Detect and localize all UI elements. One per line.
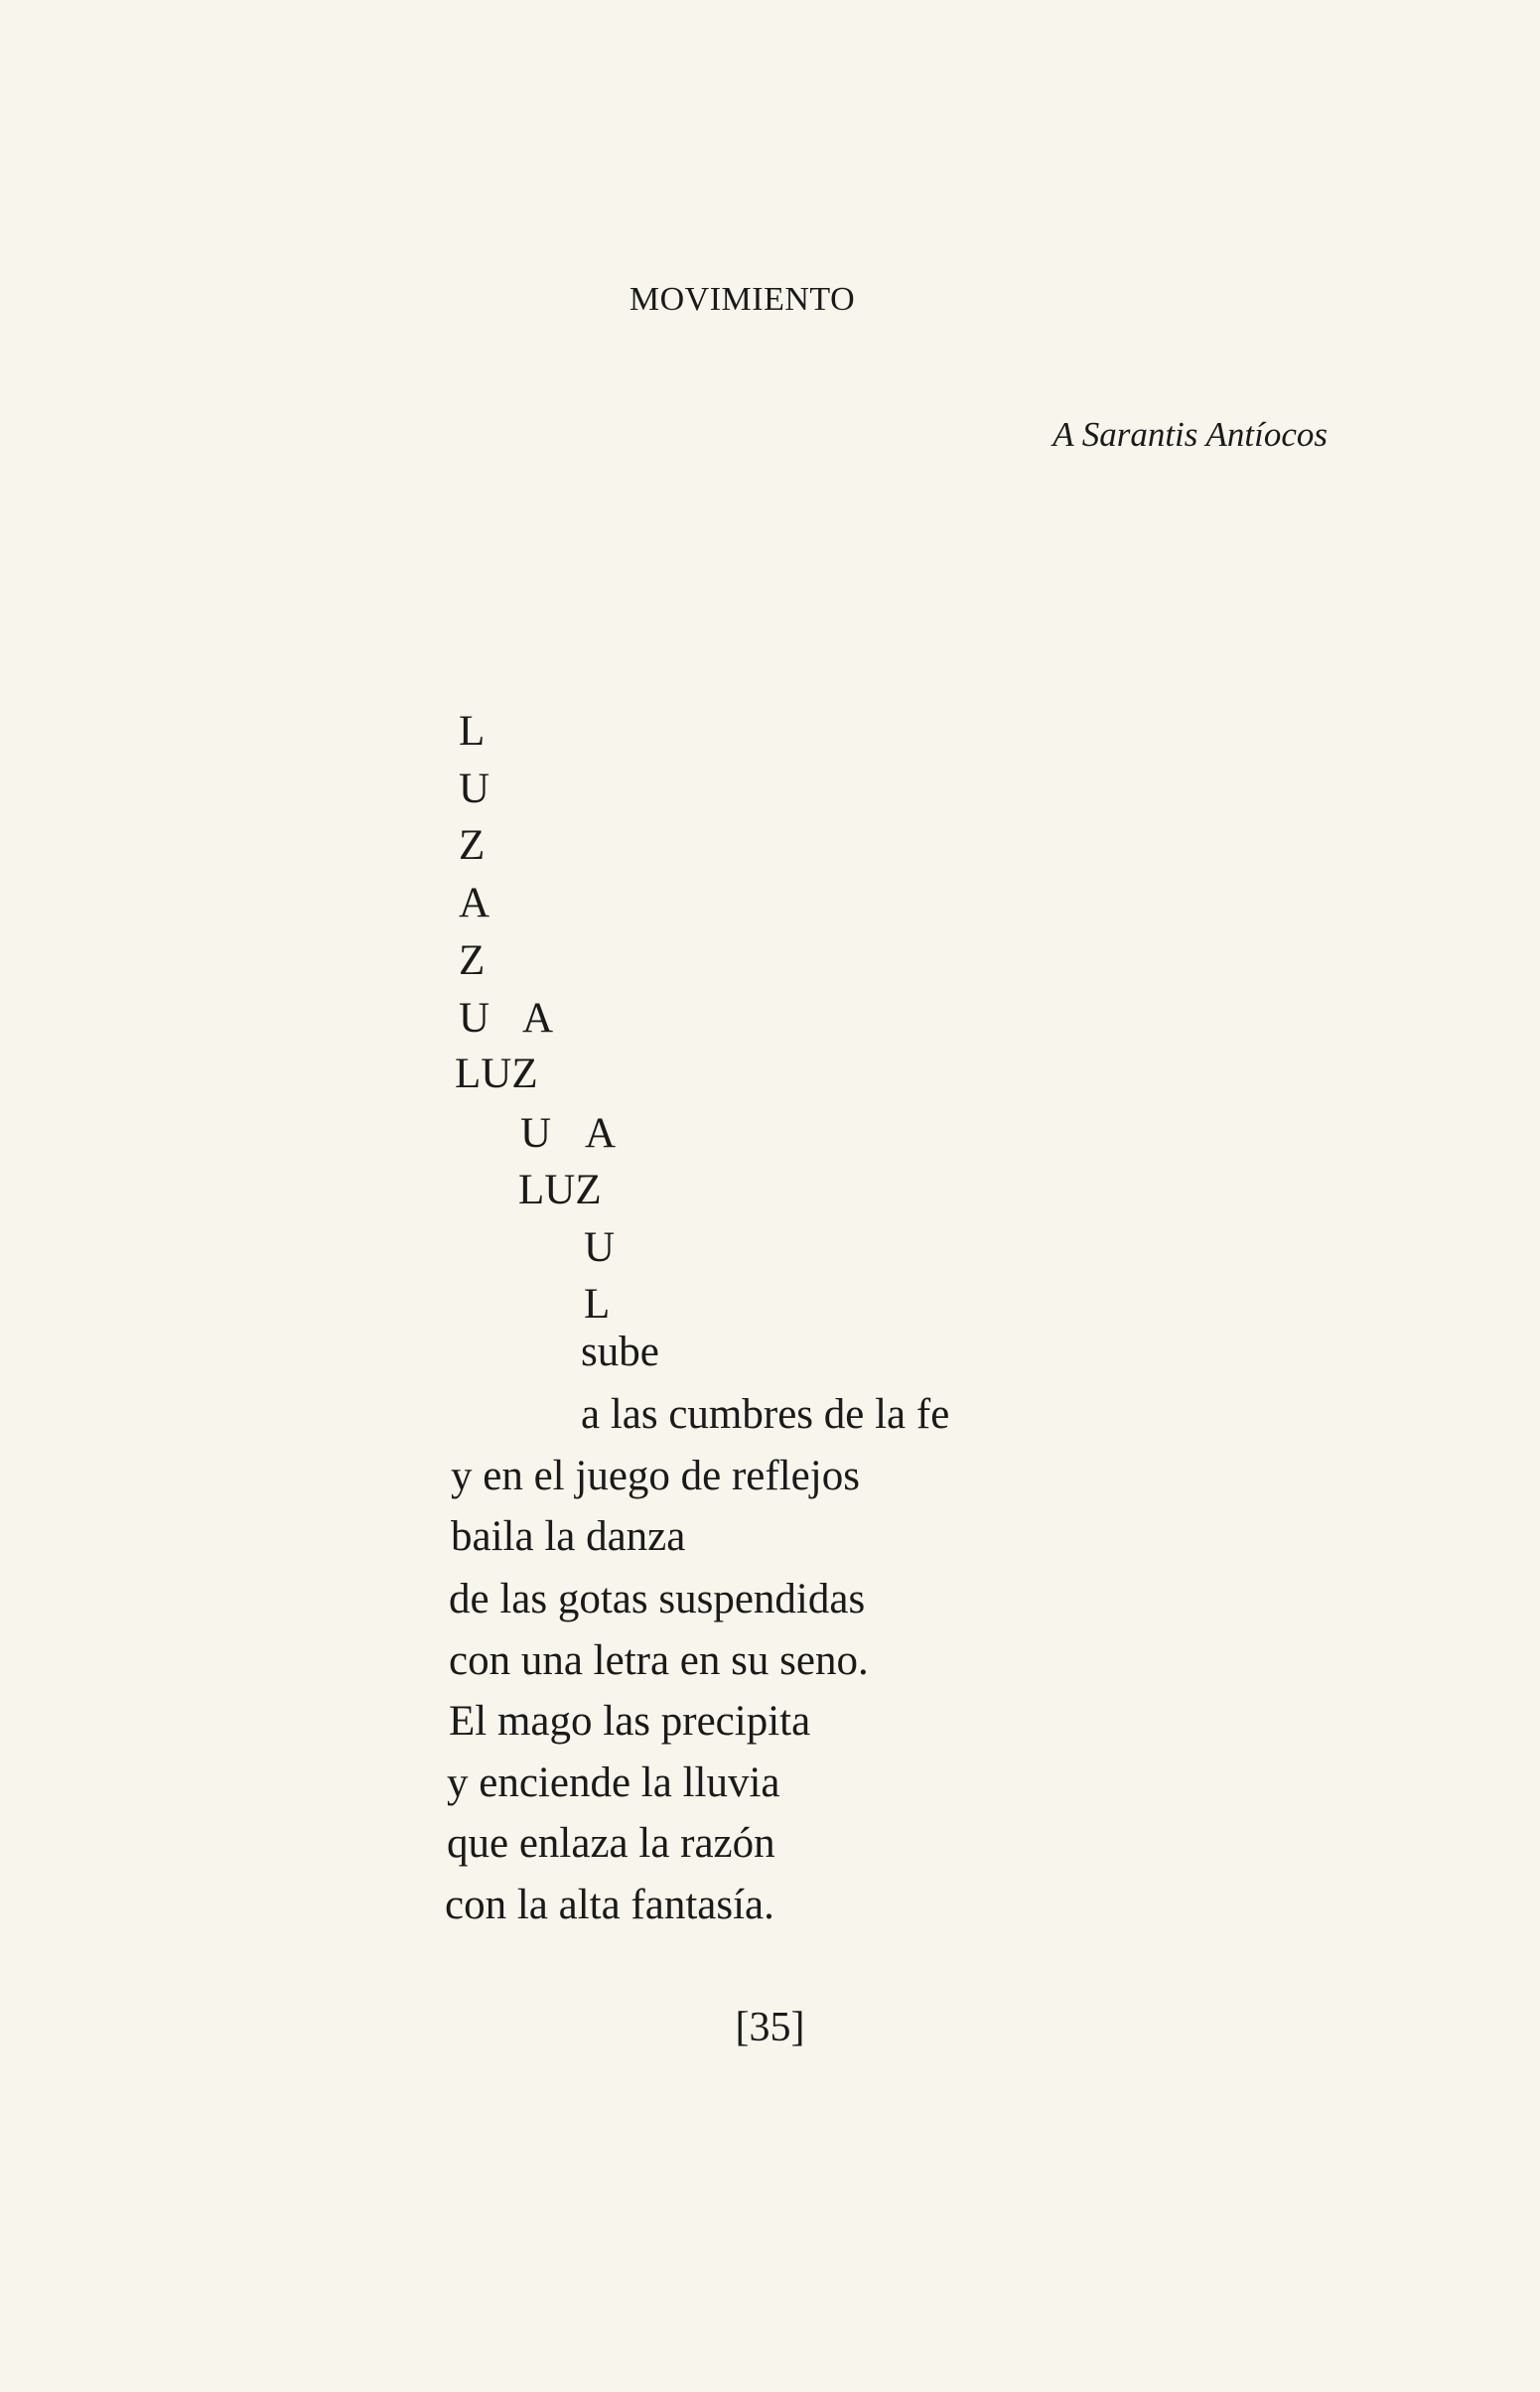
page-number: [35] (735, 2005, 805, 2050)
calligram-letter: Z (459, 937, 486, 984)
verse-line: con una letra en su seno. (449, 1637, 869, 1684)
verse-line: y en el juego de reflejos (451, 1453, 860, 1499)
dedication: A Sarantis Antíocos (1052, 415, 1328, 454)
verse-line: de las gotas suspendidas (449, 1576, 866, 1622)
verse-line: con la alta fantasía. (445, 1882, 774, 1928)
verse-line: sube (581, 1329, 659, 1375)
calligram-letter: L (459, 708, 486, 755)
calligram-letter: L (584, 1281, 611, 1328)
poem-title: MOVIMIENTO (629, 281, 856, 318)
calligram-letter: U (459, 766, 490, 812)
calligram-letter: U (459, 995, 490, 1042)
verse-line: El mago las precipita (449, 1698, 811, 1745)
calligram-word: LUZ (518, 1167, 602, 1213)
calligram-letter: A (585, 1110, 617, 1157)
verse-line: baila la danza (451, 1513, 686, 1560)
calligram-word: LUZ (455, 1051, 538, 1097)
calligram-letter: U (520, 1110, 552, 1157)
calligram-letter: A (459, 880, 490, 926)
calligram-letter: Z (459, 822, 486, 869)
verse-line: que enlaza la razón (447, 1820, 775, 1867)
verse-line: y enciende la lluvia (447, 1759, 780, 1806)
verse-line: a las cumbres de la fe (581, 1391, 950, 1438)
calligram-letter: U (584, 1224, 616, 1271)
calligram-letter: A (522, 995, 554, 1042)
